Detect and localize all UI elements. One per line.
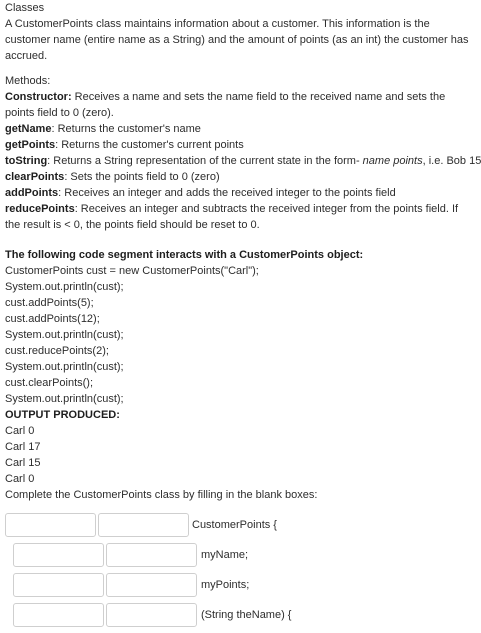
intro-paragraph: A CustomerPoints class maintains information about a customer. This information is the customer name (entire name as a String) and the amount of points (as an int) the customer has accrued. [5, 18, 469, 62]
method-getpoints: getPoints: Returns the customer's current points [5, 139, 244, 151]
blank-row-3 [5, 573, 469, 603]
code-line: cust.addPoints(12); [5, 313, 100, 325]
section-heading: Classes [5, 2, 45, 14]
code-line: System.out.println(cust); [5, 281, 124, 293]
blank-box-3b[interactable] [106, 573, 197, 597]
blank-box-1b[interactable] [98, 513, 189, 537]
method-clearpoints: clearPoints: Sets the points field to 0 (zero) [5, 171, 220, 183]
code-line: CustomerPoints cust = new CustomerPoints("Carl"); [5, 265, 259, 277]
blank-row-1 [5, 513, 469, 543]
method-getname: getName: Returns the customer's name [5, 123, 201, 135]
methods-label: Methods: [5, 75, 51, 87]
code-line: System.out.println(cust); [5, 329, 124, 341]
blank-row-2 [5, 543, 469, 573]
field-points-text: myPoints; [201, 579, 250, 591]
blank-box-4b[interactable] [106, 603, 197, 627]
blank-box-2b[interactable] [106, 543, 197, 567]
class-header-text: CustomerPoints { [192, 519, 277, 531]
output-line: Carl 0 [5, 473, 35, 485]
instruction-text: Complete the CustomerPoints class by filling in the blank boxes: [5, 489, 318, 501]
blank-row-4 [5, 603, 469, 633]
output-heading: OUTPUT PRODUCED: [5, 409, 120, 421]
output-line: Carl 17 [5, 441, 41, 453]
method-reducepoints: reducePoints: Receives an integer and subtracts the received integer from the points field. If the result is < 0, the points field should be reset to 0. [5, 203, 459, 231]
blank-box-1a[interactable] [5, 513, 96, 537]
blank-box-3a[interactable] [13, 573, 104, 597]
code-line: cust.addPoints(5); [5, 297, 94, 309]
code-heading: The following code segment interacts with a CustomerPoints object: [5, 249, 364, 261]
output-line: Carl 15 [5, 457, 41, 469]
output-line: Carl 0 [5, 425, 35, 437]
method-addpoints: addPoints: Receives an integer and adds the received integer to the points field [5, 187, 396, 199]
code-line: cust.reducePoints(2); [5, 345, 109, 357]
method-tostring: toString: Returns a String representation of the current state in the form- name points, i.e. Bob 15 [5, 155, 481, 167]
field-name-text: myName; [201, 549, 249, 561]
code-line: cust.clearPoints(); [5, 377, 94, 389]
constructor-signature-text: (String theName) { [201, 609, 292, 621]
blank-box-2a[interactable] [13, 543, 104, 567]
method-constructor: Constructor: Receives a name and sets the name field to the received name and sets the points field to 0 (zero). [5, 91, 446, 119]
code-line: System.out.println(cust); [5, 361, 124, 373]
code-line: System.out.println(cust); [5, 393, 124, 405]
blank-box-4a[interactable] [13, 603, 104, 627]
